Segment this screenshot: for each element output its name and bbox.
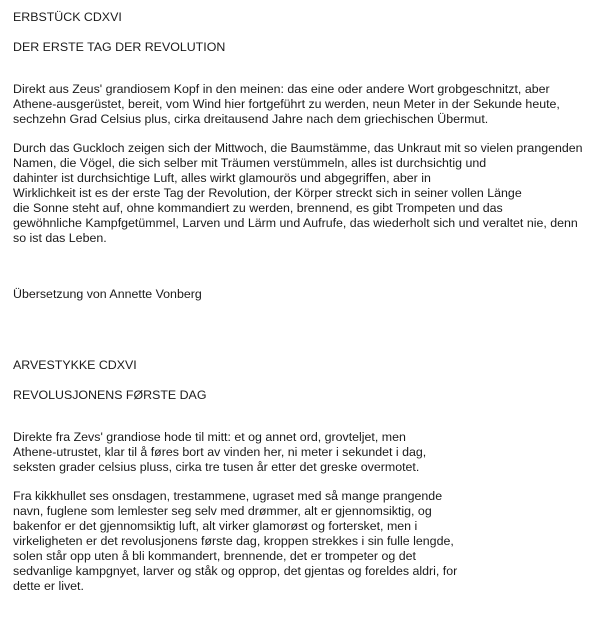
norwegian-stanza2-line: dette er livet. [13, 579, 84, 593]
norwegian-stanza1-line: seksten grader celsius pluss, cirka tre tusen år etter det greske overmotet. [13, 460, 420, 474]
german-stanza2-line: gewöhnliche Kampfgetümmel, Larven und Lärm und Aufrufe, das wiederholt sich und veraltet nie, denn [13, 216, 578, 230]
norwegian-stanza1-line: Direkte fra Zevs' grandiose hode til mitt: et og annet ord, grovteljet, men [13, 430, 406, 444]
german-stanza1-line: Direkt aus Zeus' grandiosem Kopf in den meinen: das eine oder andere Wort grobgeschnitzt, aber [13, 82, 550, 96]
german-stanza1-line: Athene-ausgerüstet, bereit, vom Wind hier fortgeführt zu werden, neun Meter in der Sekunde heute, [13, 97, 560, 111]
translation-credit: Übersetzung von Annette Vonberg [13, 287, 202, 301]
norwegian-stanza2-line: solen står opp uten å bli kommandert, brennende, det er trompeter og det [13, 549, 416, 563]
german-stanza2-line: Namen, die Vögel, die sich selber mit Träumen verstümmeln, alles ist durchsichtig und [13, 156, 487, 170]
german-stanza2-line: dahinter ist durchsichtige Luft, alles wirkt glamourös und abgegriffen, aber in [13, 171, 431, 185]
german-stanza2-line: so ist das Leben. [13, 231, 107, 245]
norwegian-stanza2-line: navn, fuglene som lemlester seg selv med drømmer, alt er gjennomsiktig, og [13, 504, 432, 518]
german-title: ERBSTÜCK CDXVI [13, 10, 122, 24]
german-stanza2-line: die Sonne steht auf, ohne kommandiert zu werden, brennend, es gibt Trompeten und das [13, 201, 503, 215]
norwegian-subtitle: REVOLUSJONENS FØRSTE DAG [13, 388, 207, 402]
norwegian-stanza2-line: virkeligheten er det revolusjonens første dag, kroppen strekkes i sin fulle lengde, [13, 534, 454, 548]
norwegian-title: ARVESTYKKE CDXVI [13, 358, 137, 372]
german-stanza2-line: Wirklichkeit ist es der erste Tag der Revolution, der Körper streckt sich in seiner vollen Länge [13, 186, 522, 200]
norwegian-stanza2-line: bakenfor er det gjennomsiktig luft, alt virker glamorøst og fortersket, men i [13, 519, 418, 533]
norwegian-stanza1-line: Athene-utrustet, klar til å føres bort av vinden her, ni meter i sekundet i dag, [13, 445, 427, 459]
german-subtitle: DER ERSTE TAG DER REVOLUTION [13, 40, 226, 54]
norwegian-stanza2-line: sedvanlige kampgnyet, larver og ståk og opprop, det gjentas og foreldes aldri, for [13, 564, 458, 578]
norwegian-stanza2-line: Fra kikkhullet ses onsdagen, trestammene, ugraset med så mange prangende [13, 489, 443, 503]
german-stanza1-line: sechzehn Grad Celsius plus, cirka dreitausend Jahre nach dem griechischen Übermut. [13, 112, 489, 126]
german-stanza2-line: Durch das Guckloch zeigen sich der Mittwoch, die Baumstämme, das Unkraut mit so vielen prangenden [13, 141, 583, 155]
